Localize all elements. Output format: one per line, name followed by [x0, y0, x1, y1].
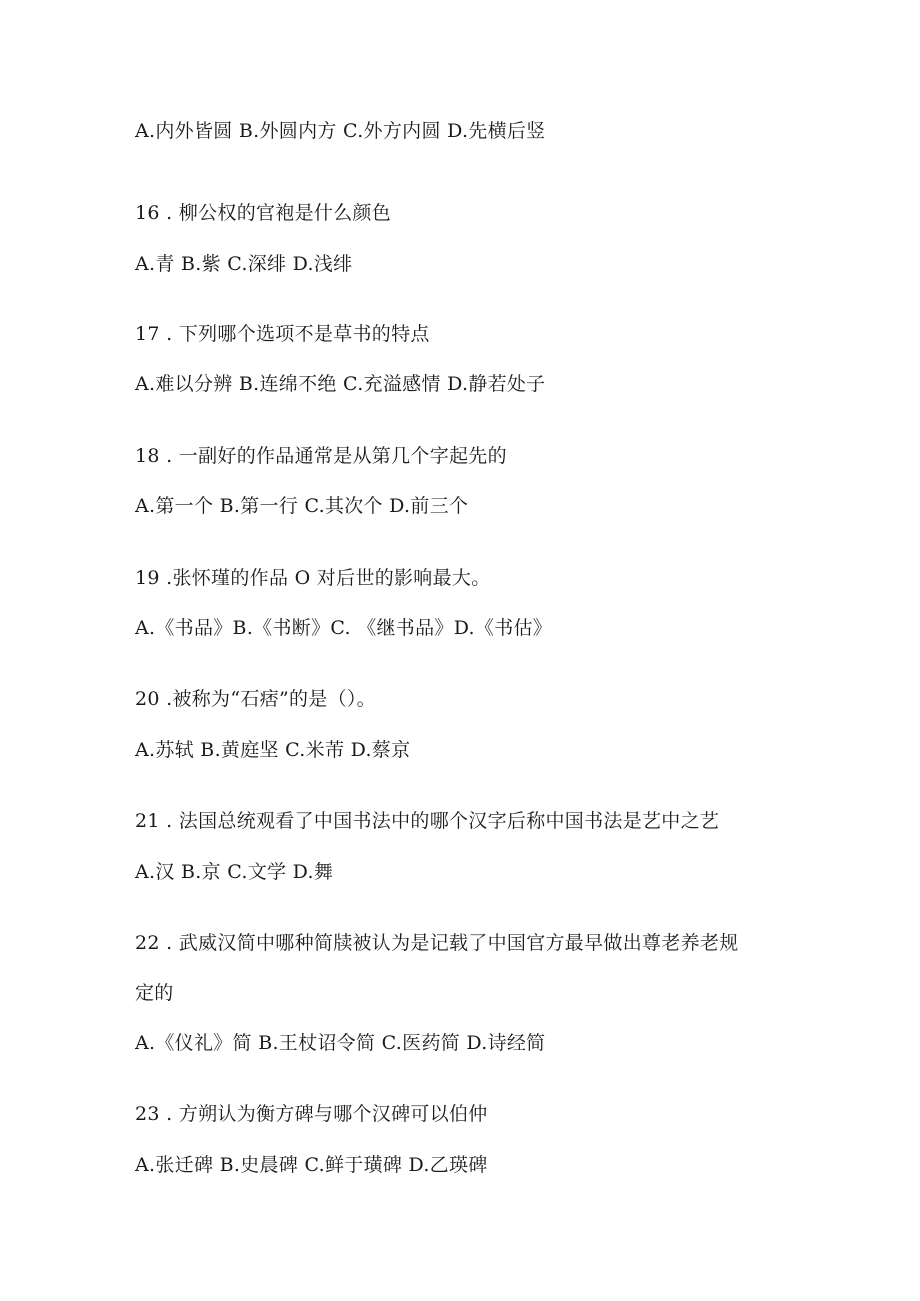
q17-question: 17 . 下列哪个选项不是草书的特点 — [135, 323, 430, 345]
q17-options: A.难以分辨 B.连绵不绝 C.充溢感情 D.静若处子 — [135, 373, 546, 395]
q22-options: A.《仪礼》简 B.王杖诏令简 C.医药简 D.诗经简 — [135, 1032, 546, 1054]
q20-options: A.苏轼 B.黄庭坚 C.米芾 D.蔡京 — [135, 739, 411, 761]
q19-question: 19 .张怀瑾的作品 O 对后世的影响最大。 — [135, 567, 491, 589]
q23-options: A.张迁碑 B.史晨碑 C.鲜于璜碑 D.乙瑛碑 — [135, 1154, 488, 1176]
q16-options: A.青 B.紫 C.深绯 D.浅绯 — [135, 253, 353, 275]
q18-options: A.第一个 B.第一行 C.其次个 D.前三个 — [135, 495, 469, 517]
q21-options: A.汉 B.京 C.文学 D.舞 — [135, 861, 334, 883]
q16-question: 16 . 柳公权的官袍是什么颜色 — [135, 202, 392, 224]
q18-question: 18 . 一副好的作品通常是从第几个字起先的 — [135, 445, 507, 467]
q19-options: A.《书品》B.《书断》C. 《继书品》D.《书估》 — [135, 617, 553, 639]
q22-question: 22 . 武威汉简中哪种简牍被认为是记载了中国官方最早做出尊老养老规 — [135, 932, 739, 954]
q20-question: 20 .被称为“石痞”的是（）。 — [135, 688, 376, 710]
q23-question: 23 . 方朔认为衡方碑与哪个汉碑可以伯仲 — [135, 1103, 488, 1125]
q22-question-continued: 定的 — [135, 982, 174, 1004]
q15-options: A.内外皆圆 B.外圆内方 C.外方内圆 D.先横后竖 — [135, 120, 546, 142]
q21-question: 21 . 法国总统观看了中国书法中的哪个汉字后称中国书法是艺中之艺 — [135, 810, 720, 832]
